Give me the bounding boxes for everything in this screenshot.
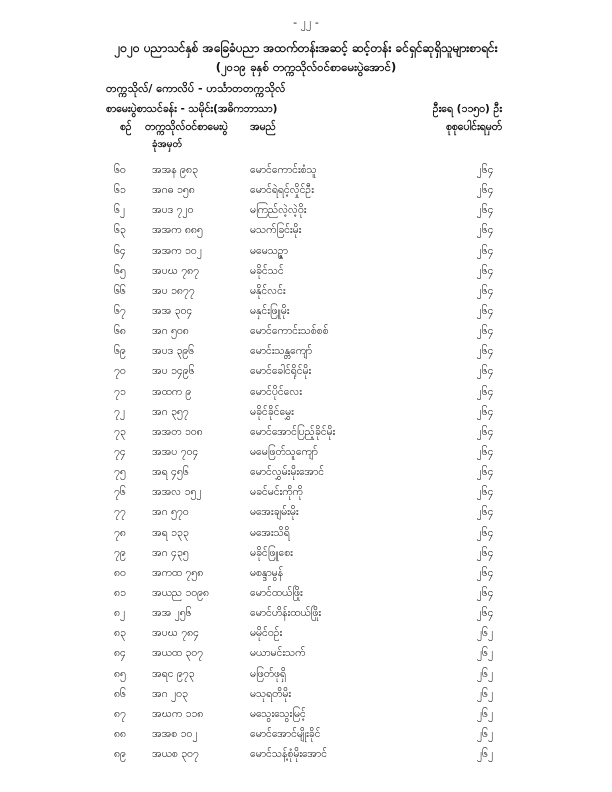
table-row <box>0 627 612 647</box>
row-number: ၆၉ <box>114 345 126 358</box>
roll-number: အယထ ၃၀၇ <box>152 647 204 660</box>
table-row <box>0 365 612 385</box>
total-marks: ၂၆၄ <box>476 264 494 277</box>
total-marks: ၂၆၄ <box>476 224 494 237</box>
total-marks: ၂၆၂ <box>476 667 494 680</box>
roll-number: အအက ၁၀၂ <box>152 244 202 257</box>
student-name: မောင်ထယ်ဖြိုး <box>250 586 303 599</box>
row-number: ၈၂ <box>114 607 126 620</box>
table-row <box>0 708 612 728</box>
row-number: ၇၇ <box>114 506 126 519</box>
total-marks: ၂၆၂ <box>476 627 494 640</box>
student-name: မောင်သန့်စုံမိုးအောင် <box>250 748 328 761</box>
row-number: ၇၂ <box>114 405 126 418</box>
column-header-roll: တက္ကသိုလ်ဝင်စာမေးပွဲ <box>145 121 228 133</box>
roll-number: အဂ ၂၀၃ <box>152 687 188 700</box>
student-name: မနှင်းဖြူမိုး <box>250 304 290 317</box>
student-name: မခိုင်သင် <box>250 264 284 277</box>
row-number: ၇၈ <box>114 526 126 539</box>
pass-count-header: ဦးရေ (၁၁၅၀) ဦး <box>432 103 502 115</box>
row-number: ၈၉ <box>114 748 126 761</box>
roll-number: အဂ ၅၇၀ <box>152 506 189 519</box>
total-marks: ၂၆၄ <box>476 284 494 297</box>
total-marks: ၂၆၂ <box>476 727 494 740</box>
table-row <box>0 728 612 748</box>
student-name: မစန္ဒာမွန် <box>250 566 284 579</box>
total-marks: ၂၆၄ <box>476 304 494 317</box>
row-number: ၇၃ <box>114 425 126 438</box>
row-number: ၆၆ <box>114 284 126 297</box>
table-row <box>0 506 612 526</box>
table-row <box>0 668 612 688</box>
row-number: ၆၈ <box>114 325 126 338</box>
results-table <box>0 164 612 768</box>
roll-number: အယည ၁၀၉၈ <box>152 586 210 599</box>
total-marks: ၂၆၄ <box>476 566 494 579</box>
total-marks: ၂၆၂ <box>476 707 494 720</box>
total-marks: ၂၆၄ <box>476 365 494 378</box>
roll-number: အထက ၉ <box>152 385 192 398</box>
document-title: ၂၀၂၀ ပညာသင်နှစ် အခြေခံပညာ အထက်တန်းအဆင့် ဆင့်တန်း ခင်ရှင်ဆုရှိသူများစာရင်း <box>114 41 498 55</box>
student-name: မဖြတ်ဖုရှိ <box>250 667 287 680</box>
roll-number: အကထ ၇၅၈ <box>152 566 204 579</box>
table-row <box>0 527 612 547</box>
row-number: ၇၅ <box>114 466 126 479</box>
roll-number: အပ ၁၄၉၆ <box>152 365 195 378</box>
student-name: မမေသဥ္ဇာ <box>250 244 288 257</box>
student-name: မောင်အောင်ပြည့်ခိုင်မိုး <box>250 425 336 438</box>
table-row <box>0 386 612 406</box>
total-marks: ၂၆၄ <box>476 607 494 620</box>
roll-number: အပဒ ၇၂၀ <box>152 204 194 217</box>
row-number: ၆၇ <box>114 304 126 317</box>
student-name: မောင်ရဲရင့်လှိုင်ဦး <box>250 184 314 197</box>
table-row <box>0 567 612 587</box>
row-number: ၆၁ <box>114 184 126 197</box>
roll-number: အဂ ၃၅၇ <box>152 405 189 418</box>
student-name: မသက်ခြင်းမိုး <box>250 224 302 237</box>
table-row <box>0 647 612 667</box>
student-name: မခိုင်ဖြူစေး <box>250 546 293 559</box>
page-number: - ၂၂ - <box>293 16 319 29</box>
total-marks: ၂၆၄ <box>476 385 494 398</box>
table-row <box>0 486 612 506</box>
student-name: မောင်လွှမ်းမိုးအောင် <box>250 466 325 479</box>
roll-number: အပဒ ၃၉၆ <box>152 345 195 358</box>
document-subtitle: (၂၀၁၉ ခုနှစ် တက္ကသိုလ်ဝင်စာမေးပွဲအောင်) <box>215 60 397 74</box>
roll-number: အရ ၄၅၆ <box>152 466 189 479</box>
total-marks: ၂၆၄ <box>476 325 494 338</box>
row-number: ၇၁ <box>114 385 126 398</box>
row-number: ၆၄ <box>114 244 126 257</box>
roll-number: အပဃ ၇၈၄ <box>152 627 200 640</box>
table-row <box>0 345 612 365</box>
roll-number: အအပ ၇၀၄ <box>152 445 199 458</box>
row-number: ၇၆ <box>114 486 126 499</box>
row-number: ၆၅ <box>114 264 126 277</box>
student-name: မခိုင်ခိုင်မွှေး <box>250 405 294 418</box>
student-name: မောင်ကောင်းစံသူ <box>250 164 317 176</box>
column-header-roll-sub: ခုံအမှတ် <box>152 139 183 150</box>
roll-number: အပ ၁၈၇၇ <box>152 284 195 297</box>
row-number: ၈၀ <box>114 566 126 579</box>
total-marks: ၂၆၄ <box>476 506 494 519</box>
roll-number: အအန ၉၈၃ <box>152 164 198 176</box>
roll-number: အအက ၈၈၅ <box>152 224 203 237</box>
total-marks: ၂၆၄ <box>476 164 494 176</box>
student-name: မနိုင်လင်း <box>250 284 286 297</box>
row-number: ၆၀ <box>114 164 126 176</box>
student-name: မောင်အောင်မျိုးခိုင် <box>250 727 321 740</box>
roll-number: အအတ ၁၀၈ <box>152 425 203 438</box>
total-marks: ၂၆၄ <box>476 586 494 599</box>
table-row <box>0 688 612 708</box>
row-number: ၈၆ <box>114 687 126 700</box>
student-name: မမေဖြတ်သူကျော် <box>250 445 318 458</box>
total-marks: ၂၆၂ <box>476 687 494 700</box>
row-number: ၈၇ <box>114 707 126 720</box>
student-name: မမိုင်ဝဉ်း <box>250 627 283 640</box>
row-number: ၈၁ <box>114 586 126 599</box>
total-marks: ၂၆၄ <box>476 405 494 418</box>
total-marks: ၂၆၄ <box>476 546 494 559</box>
total-marks: ၂၆၄ <box>476 445 494 458</box>
table-row <box>0 245 612 265</box>
roll-number: အအလ ၁၅၂ <box>152 486 202 499</box>
table-row <box>0 164 612 184</box>
total-marks: ၂၆၄ <box>476 204 494 217</box>
subject-header: စာမေးပွဲစာသင်ခန်း - သမိုင်း(အဓိကဘာသာ) <box>106 103 278 115</box>
row-number: ၈၄ <box>114 647 126 660</box>
row-number: ၇၉ <box>114 546 126 559</box>
table-row <box>0 607 612 627</box>
student-name: မအေးသိရိ <box>250 526 290 539</box>
row-number: ၈၅ <box>114 667 126 680</box>
student-name: မောင်းသန္တကျော် <box>250 345 313 358</box>
roll-number: အဂ ၄၃၅ <box>152 546 189 559</box>
table-row <box>0 305 612 325</box>
column-header-marks: စုစုပေါင်းရမှတ် <box>445 121 502 133</box>
table-row <box>0 446 612 466</box>
roll-number: အရ ၁၃၃ <box>152 526 189 539</box>
table-row <box>0 224 612 244</box>
row-number: ၆၃ <box>114 224 126 237</box>
total-marks: ၂၆၂ <box>476 647 494 660</box>
student-name: မခင်မင်းကိုကို <box>250 486 303 499</box>
row-number: ၈၃ <box>114 627 126 640</box>
column-header-no: စဉ် <box>120 121 132 133</box>
student-name: မသွေးသွေးမြင့် <box>250 707 306 720</box>
total-marks: ၂၆၄ <box>476 526 494 539</box>
university-line: တက္ကသိုလ်/ ကောလိပ် - ဟင်္သာတတက္ကသိုလ် <box>106 82 286 95</box>
table-row <box>0 547 612 567</box>
total-marks: ၂၆၄ <box>476 345 494 358</box>
student-name: မောင်ခေါင်ရိုင်မိုး <box>250 365 312 378</box>
table-row <box>0 587 612 607</box>
table-row <box>0 285 612 305</box>
total-marks: ၂၆၄ <box>476 466 494 479</box>
student-name: မယာမင်းသက် <box>250 647 306 660</box>
row-number: ၈၈ <box>114 727 126 740</box>
total-marks: ၂၆၄ <box>476 244 494 257</box>
student-name: မကြည်လဲ့လဲ့ဝိုး <box>250 204 307 217</box>
total-marks: ၂၆၄ <box>476 184 494 197</box>
total-marks: ၂၆၄ <box>476 486 494 499</box>
total-marks: ၂၆၄ <box>476 425 494 438</box>
roll-number: အယစ ၃၀၇ <box>152 748 199 761</box>
table-row <box>0 748 612 768</box>
row-number: ၆၂ <box>114 204 126 217</box>
student-name: မောင်ဟိန်းထယ်ဖြိုး <box>250 607 321 620</box>
roll-number: အအ ၂၅၆ <box>152 607 192 620</box>
roll-number: အပဃ ၇၈၇ <box>152 264 200 277</box>
table-row <box>0 426 612 446</box>
student-name: မောင်ကောင်းသစ်စစ် <box>250 325 329 338</box>
row-number: ၇၄ <box>114 445 126 458</box>
column-header-name: အမည် <box>250 121 276 133</box>
table-row <box>0 184 612 204</box>
roll-number: အဃက ၁၁၈ <box>152 707 204 720</box>
student-name: မောင်ပိုင်လေး <box>250 385 302 398</box>
row-number: ၇၀ <box>114 365 126 378</box>
table-row <box>0 325 612 345</box>
roll-number: အဂဓ ၁၅၈ <box>152 184 195 197</box>
table-row <box>0 466 612 486</box>
table-row <box>0 406 612 426</box>
student-name: မအေးချမ်းမိုး <box>250 506 299 519</box>
roll-number: အအ ၃၀၄ <box>152 304 193 317</box>
total-marks: ၂၆၂ <box>476 748 494 761</box>
student-name: မသုရတိမိုး <box>250 687 292 700</box>
roll-number: အဂ ၅၀၈ <box>152 325 189 338</box>
table-row <box>0 265 612 285</box>
roll-number: အရင ၉၇၃ <box>152 667 195 680</box>
roll-number: အအစ ၁၀၂ <box>152 727 198 740</box>
table-row <box>0 204 612 224</box>
